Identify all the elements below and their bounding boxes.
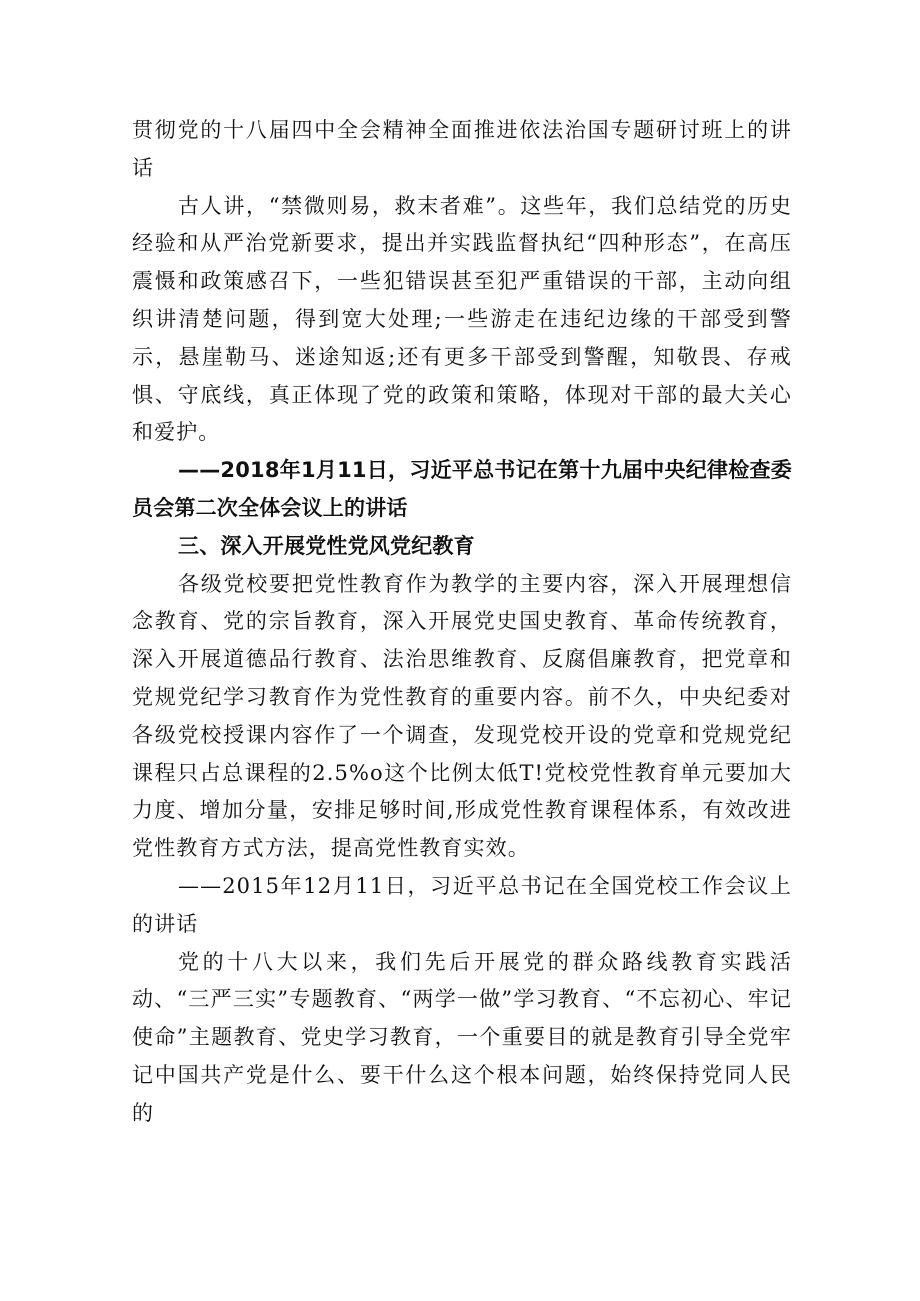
body-paragraph: 党的十八大以来，我们先后开展党的群众路线教育实践活动、“三严三实”专题教育、“两学一做”学习教育、“不忘初心、牢记使命”主题教育、党史学习教育，一个重要目的就是教育引导全党牢记中国共产党是什么、要干什么这个根本问题，始终保持党同人民的 [132, 949, 792, 1125]
document-page [132, 112, 792, 1133]
body-paragraph: 古人讲，“禁微则易，救末者难”。这些年，我们总结党的历史经验和从严治党新要求，提出并实践监督执纪“四种形态”，在高压震慑和政策感召下，一些犯错误甚至犯严重错误的干部，主动向组织讲清楚问题，得到宽大处理;一些游走在违纪边缘的干部受到警示，悬崖勒马、迷途知返;还有更多干部受到警醒，知敬畏、存戒惧、守底线，真正体现了党的政策和策略，体现对干部的最大关心和爱护。 [132, 193, 792, 445]
source-citation: ——2015年12月11日，习近平总书记在全国党校工作会议上的讲话 [132, 873, 792, 936]
speech-title-continuation: 贯彻党的十八届四中全会精神全面推进依法治国专题研讨班上的讲话 [132, 118, 792, 180]
section-heading: 三、深入开展党性党风党纪教育 [178, 533, 475, 558]
body-paragraph: 各级党校要把党性教育作为教学的主要内容，深入开展理想信念教育、党的宗旨教育，深入开展党史国史教育、革命传统教育，深入开展道德品行教育、法治思维教育、反腐倡廉教育，把党章和党规党纪学习教育作为党性教育的重要内容。前不久，中央纪委对各级党校授课内容作了一个调查，发现党校开设的党章和党规党纪课程只占总课程的2.5%o这个比例太低T!党校党性教育单元要加大力度、增加分量，安排足够时间,形成党性教育课程体系，有效改进党性教育方式方法，提高党性教育实效。 [132, 571, 792, 861]
source-citation: ——2018年1月11日，习近平总书记在第十九届中央纪律检查委员会第二次全体会议上的讲话 [132, 458, 792, 520]
